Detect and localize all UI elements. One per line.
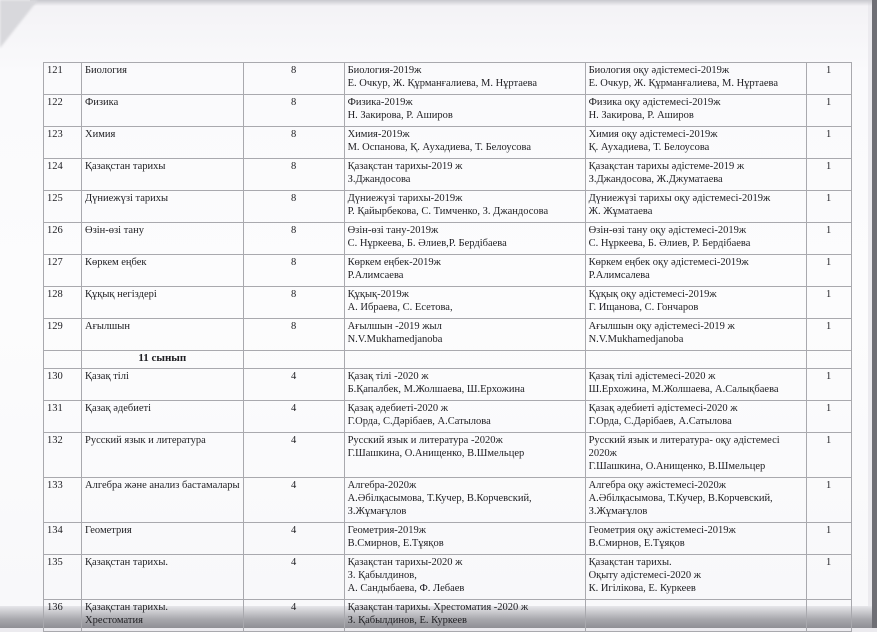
teacher-guide-cell-line: К. Игілікова, Е. Куркеев bbox=[588, 583, 696, 594]
teacher-guide-cell bbox=[585, 287, 806, 319]
row-number: 123 bbox=[44, 127, 82, 159]
row-number: 129 bbox=[44, 319, 82, 351]
section-row bbox=[44, 351, 852, 369]
grade-cell: 8 bbox=[243, 95, 344, 127]
empty-cell bbox=[585, 351, 806, 369]
textbook-cell-line: Е. Очкур, Ж. Құрманғалиева, М. Нұртаева bbox=[347, 78, 538, 89]
textbook-cell bbox=[344, 555, 585, 600]
quantity-cell: 1 bbox=[806, 255, 851, 287]
subject-cell-line: Биология bbox=[85, 65, 128, 76]
subject-cell bbox=[82, 95, 244, 127]
grade-cell: 4 bbox=[243, 523, 344, 555]
subject-cell bbox=[82, 63, 244, 95]
textbook-cell-line: Қазақстан тарихы. Хрестоматия -2020 ж bbox=[347, 602, 529, 613]
scan-top-shadow bbox=[30, 0, 877, 6]
teacher-guide-cell bbox=[585, 555, 806, 600]
table-row bbox=[44, 319, 852, 351]
table-row bbox=[44, 433, 852, 478]
teacher-guide-cell bbox=[585, 159, 806, 191]
table-row bbox=[44, 523, 852, 555]
subject-cell bbox=[82, 127, 244, 159]
textbook-cell-line: Алгебра-2020ж bbox=[347, 480, 417, 491]
quantity-cell: 1 bbox=[806, 555, 851, 600]
subject-cell bbox=[82, 255, 244, 287]
row-number: 124 bbox=[44, 159, 82, 191]
teacher-guide-cell-line: З.Джандосова, Ж.Джуматаева bbox=[588, 174, 723, 185]
teacher-guide-cell-line: Г.Орда, С.Дәрібаев, А.Сатылова bbox=[588, 416, 732, 427]
subject-cell bbox=[82, 600, 244, 632]
table-row bbox=[44, 401, 852, 433]
textbook-cell-line: Өзін-өзі тану-2019ж bbox=[347, 225, 439, 236]
scan-right-edge bbox=[872, 0, 877, 628]
teacher-guide-cell-line: N.V.Mukhamedjanoba bbox=[588, 334, 684, 345]
table-row bbox=[44, 223, 852, 255]
subject-cell-line: Қазақстан тарихы. bbox=[85, 557, 169, 568]
textbook-cell-line: Химия-2019ж bbox=[347, 129, 410, 140]
textbook-cell bbox=[344, 478, 585, 523]
teacher-guide-cell-line: Н. Закирова, Р. Аширов bbox=[588, 110, 694, 121]
teacher-guide-cell-line: В.Смирнов, Е.Тұяқов bbox=[588, 538, 685, 549]
textbook-cell bbox=[344, 523, 585, 555]
teacher-guide-cell bbox=[585, 523, 806, 555]
empty-cell bbox=[44, 351, 82, 369]
row-number: 128 bbox=[44, 287, 82, 319]
textbook-cell-line: Ағылшын -2019 жыл bbox=[347, 321, 442, 332]
textbook-cell bbox=[344, 255, 585, 287]
quantity-cell: 1 bbox=[806, 287, 851, 319]
table-row bbox=[44, 63, 852, 95]
row-number: 135 bbox=[44, 555, 82, 600]
textbook-cell bbox=[344, 223, 585, 255]
row-number: 126 bbox=[44, 223, 82, 255]
quantity-cell: 1 bbox=[806, 63, 851, 95]
table-row bbox=[44, 127, 852, 159]
grade-cell: 4 bbox=[243, 600, 344, 632]
teacher-guide-cell bbox=[585, 401, 806, 433]
textbook-cell-line: А. Ибраева, С. Есетова, bbox=[347, 302, 453, 313]
grade-cell: 4 bbox=[243, 401, 344, 433]
teacher-guide-cell bbox=[585, 600, 806, 632]
textbook-cell-line: Құқық-2019ж bbox=[347, 289, 409, 300]
grade-cell: 8 bbox=[243, 287, 344, 319]
textbook-cell-line: Дүниежүзі тарихы-2019ж bbox=[347, 193, 463, 204]
subject-cell-line: Қазақ тілі bbox=[85, 371, 129, 382]
table-row bbox=[44, 159, 852, 191]
textbook-cell-line: Көркем еңбек-2019ж bbox=[347, 257, 441, 268]
teacher-guide-cell bbox=[585, 369, 806, 401]
teacher-guide-cell-line: Биология оқу әдістемесі-2019ж bbox=[588, 65, 730, 76]
teacher-guide-cell-line: Г. Ищанова, С. Гончаров bbox=[588, 302, 699, 313]
subject-cell bbox=[82, 159, 244, 191]
table-row bbox=[44, 555, 852, 600]
empty-cell bbox=[806, 351, 851, 369]
teacher-guide-cell-line: Қ. Аухадиева, Т. Белоусова bbox=[588, 142, 710, 153]
textbook-cell bbox=[344, 191, 585, 223]
teacher-guide-cell bbox=[585, 191, 806, 223]
subject-cell-line: Өзін-өзі тану bbox=[85, 225, 144, 236]
textbook-cell-line: Н. Закирова, Р. Аширов bbox=[347, 110, 453, 121]
subject-cell bbox=[82, 191, 244, 223]
teacher-guide-cell-line: Көркем еңбек оқу әдістемесі-2019ж bbox=[588, 257, 749, 268]
textbook-cell bbox=[344, 63, 585, 95]
subject-cell-line: Қазақстан тарихы bbox=[85, 161, 166, 172]
teacher-guide-cell-line: Е. Очкур, Ж. Құрманғалиева, М. Нұртаева bbox=[588, 78, 779, 89]
row-number: 121 bbox=[44, 63, 82, 95]
quantity-cell: 1 bbox=[806, 401, 851, 433]
textbook-cell-line: Қазақ тілі -2020 ж bbox=[347, 371, 429, 382]
textbook-cell-line: М. Оспанова, Қ. Аухадиева, Т. Белоусова bbox=[347, 142, 532, 153]
subject-cell-line: Алгебра және анализ бастамалары bbox=[85, 480, 240, 491]
textbook-cell-line: Г.Орда, С.Дәрібаев, А.Сатылова bbox=[347, 416, 491, 427]
textbook-cell-line: Қазақстан тарихы-2020 ж bbox=[347, 557, 463, 568]
textbook-cell bbox=[344, 95, 585, 127]
subject-cell-line: Құқық негіздері bbox=[85, 289, 157, 300]
textbook-cell-line: Биология-2019ж bbox=[347, 65, 422, 76]
row-number: 127 bbox=[44, 255, 82, 287]
row-number: 130 bbox=[44, 369, 82, 401]
textbook-table-body bbox=[44, 63, 852, 632]
textbook-cell-line: Физика-2019ж bbox=[347, 97, 413, 108]
textbook-cell-line: Геометрия-2019ж bbox=[347, 525, 427, 536]
row-number: 125 bbox=[44, 191, 82, 223]
teacher-guide-cell-line: С. Нұркеева, Б. Әлиев, Р. Бердібаева bbox=[588, 238, 751, 249]
quantity-cell: 1 bbox=[806, 191, 851, 223]
section-title: 11 сынып bbox=[82, 351, 244, 369]
grade-cell: 8 bbox=[243, 223, 344, 255]
grade-cell: 8 bbox=[243, 191, 344, 223]
teacher-guide-cell-line: 2020ж bbox=[588, 448, 617, 459]
teacher-guide-cell-line: Геометрия оқу әжістемесі-2019ж bbox=[588, 525, 736, 536]
empty-cell bbox=[344, 351, 585, 369]
teacher-guide-cell-line: Ж. Жұматаева bbox=[588, 206, 653, 217]
textbook-cell-line: С. Нұркеева, Б. Әлиев,Р. Бердібаева bbox=[347, 238, 507, 249]
grade-cell: 8 bbox=[243, 127, 344, 159]
teacher-guide-cell-line: Өзін-өзі тану оқу әдістемесі-2019ж bbox=[588, 225, 747, 236]
table-row bbox=[44, 369, 852, 401]
textbook-cell bbox=[344, 369, 585, 401]
quantity-cell: 1 bbox=[806, 523, 851, 555]
quantity-cell: 1 bbox=[806, 433, 851, 478]
subject-cell bbox=[82, 319, 244, 351]
teacher-guide-cell bbox=[585, 433, 806, 478]
textbook-cell-line: А.Әбілқасымова, Т.Кучер, В.Корчевский, bbox=[347, 493, 532, 504]
page-corner-curl bbox=[0, 0, 38, 48]
subject-cell bbox=[82, 523, 244, 555]
teacher-guide-cell-line: А.Әбілқасымова, Т.Кучер, В.Корчевский, bbox=[588, 493, 773, 504]
teacher-guide-cell-line: Дүниежүзі тарихы оқу әдістемесі-2019ж bbox=[588, 193, 771, 204]
teacher-guide-cell-line: Алгебра оқу әжістемесі-2020ж bbox=[588, 480, 726, 491]
teacher-guide-cell-line: Русский язык и литература- оқу әдістемесі bbox=[588, 435, 780, 446]
textbook-cell-line: Қазақ әдебиеті-2020 ж bbox=[347, 403, 448, 414]
teacher-guide-cell bbox=[585, 255, 806, 287]
teacher-guide-cell bbox=[585, 478, 806, 523]
teacher-guide-cell bbox=[585, 95, 806, 127]
subject-cell-line: Көркем еңбек bbox=[85, 257, 147, 268]
textbook-cell-line: З.Жұмағұлов bbox=[347, 506, 407, 517]
subject-cell bbox=[82, 401, 244, 433]
subject-cell-line: Ағылшын bbox=[85, 321, 130, 332]
grade-cell: 4 bbox=[243, 478, 344, 523]
teacher-guide-cell-line: Қазақ әдебиеті әдістемесі-2020 ж bbox=[588, 403, 738, 414]
subject-cell-line: Қазақстан тарихы. bbox=[85, 602, 169, 613]
grade-cell: 8 bbox=[243, 319, 344, 351]
textbook-cell-line: N.V.Mukhamedjanoba bbox=[347, 334, 443, 345]
teacher-guide-cell-line: Ағылшын оқу әдістемесі-2019 ж bbox=[588, 321, 735, 332]
table-row bbox=[44, 478, 852, 523]
grade-cell: 8 bbox=[243, 159, 344, 191]
row-number: 122 bbox=[44, 95, 82, 127]
grade-cell: 4 bbox=[243, 555, 344, 600]
textbook-cell-line: Б.Қапалбек, М.Жолшаева, Ш.Ерхожина bbox=[347, 384, 525, 395]
textbook-cell bbox=[344, 600, 585, 632]
teacher-guide-cell-line: Г.Шашкина, О.Анищенко, В.Шмельцер bbox=[588, 461, 766, 472]
textbook-cell-line: З. Қабылдинов, Е. Куркеев bbox=[347, 615, 467, 626]
textbook-cell-line: Р.Алимсаева bbox=[347, 270, 404, 281]
table-row bbox=[44, 95, 852, 127]
table-row bbox=[44, 191, 852, 223]
quantity-cell: 1 bbox=[806, 369, 851, 401]
grade-cell: 8 bbox=[243, 255, 344, 287]
quantity-cell: 1 bbox=[806, 95, 851, 127]
table-row bbox=[44, 255, 852, 287]
subject-cell-line: Қазақ әдебиеті bbox=[85, 403, 151, 414]
subject-cell-line: Дүниежүзі тарихы bbox=[85, 193, 169, 204]
teacher-guide-cell-line: Қазақстан тарихы. bbox=[588, 557, 672, 568]
grade-cell: 8 bbox=[243, 63, 344, 95]
textbook-cell-line: Русский язык и литература -2020ж bbox=[347, 435, 503, 446]
textbook-cell-line: Р. Қайырбекова, С. Тимченко, З. Джандосова bbox=[347, 206, 549, 217]
teacher-guide-cell bbox=[585, 63, 806, 95]
subject-cell-line: Хрестоматия bbox=[85, 615, 143, 626]
textbook-cell-line: З. Қабылдинов, bbox=[347, 570, 417, 581]
textbook-cell bbox=[344, 287, 585, 319]
textbook-table bbox=[43, 62, 852, 632]
subject-cell-line: Геометрия bbox=[85, 525, 132, 536]
textbook-cell bbox=[344, 401, 585, 433]
subject-cell bbox=[82, 478, 244, 523]
teacher-guide-cell-line: Ш.Ерхожина, М.Жолшаева, А.Салықбаева bbox=[588, 384, 779, 395]
grade-cell: 4 bbox=[243, 369, 344, 401]
teacher-guide-cell-line: Қазақ тілі әдістемесі-2020 ж bbox=[588, 371, 716, 382]
teacher-guide-cell bbox=[585, 223, 806, 255]
grade-cell: 4 bbox=[243, 433, 344, 478]
teacher-guide-cell bbox=[585, 319, 806, 351]
teacher-guide-cell-line: Р.Алимсалева bbox=[588, 270, 650, 281]
subject-cell-line: Русский язык и литература bbox=[85, 435, 206, 446]
row-number: 132 bbox=[44, 433, 82, 478]
textbook-cell bbox=[344, 159, 585, 191]
textbook-cell bbox=[344, 319, 585, 351]
textbook-cell-line: А. Сандыбаева, Ф. Лебаев bbox=[347, 583, 465, 594]
teacher-guide-cell-line: Құқық оқу әдістемесі-2019ж bbox=[588, 289, 717, 300]
subject-cell bbox=[82, 223, 244, 255]
teacher-guide-cell-line: Оқыту әдістемесі-2020 ж bbox=[588, 570, 702, 581]
textbook-cell-line: В.Смирнов, Е.Тұяқов bbox=[347, 538, 444, 549]
table-row bbox=[44, 600, 852, 632]
subject-cell bbox=[82, 287, 244, 319]
row-number: 134 bbox=[44, 523, 82, 555]
quantity-cell: 1 bbox=[806, 127, 851, 159]
textbook-cell-line: Г.Шашкина, О.Анищенко, В.Шмельцер bbox=[347, 448, 525, 459]
row-number: 131 bbox=[44, 401, 82, 433]
textbook-cell bbox=[344, 433, 585, 478]
subject-cell-line: Химия bbox=[85, 129, 116, 140]
quantity-cell: 1 bbox=[806, 159, 851, 191]
subject-cell bbox=[82, 369, 244, 401]
teacher-guide-cell bbox=[585, 127, 806, 159]
subject-cell bbox=[82, 433, 244, 478]
quantity-cell: 1 bbox=[806, 478, 851, 523]
quantity-cell: 1 bbox=[806, 223, 851, 255]
teacher-guide-cell-line: З.Жұмағұлов bbox=[588, 506, 648, 517]
textbook-cell-line: З.Джандосова bbox=[347, 174, 411, 185]
row-number: 136 bbox=[44, 600, 82, 632]
teacher-guide-cell-line: Физика оқу әдістемесі-2019ж bbox=[588, 97, 721, 108]
subject-cell-line: Физика bbox=[85, 97, 119, 108]
teacher-guide-cell-line: Қазақстан тарихы әдістеме-2019 ж bbox=[588, 161, 745, 172]
quantity-cell bbox=[806, 600, 851, 632]
textbook-cell-line: Қазақстан тарихы-2019 ж bbox=[347, 161, 463, 172]
empty-cell bbox=[243, 351, 344, 369]
subject-cell bbox=[82, 555, 244, 600]
quantity-cell: 1 bbox=[806, 319, 851, 351]
row-number: 133 bbox=[44, 478, 82, 523]
textbook-cell bbox=[344, 127, 585, 159]
teacher-guide-cell-line: Химия оқу әдістемесі-2019ж bbox=[588, 129, 718, 140]
table-row bbox=[44, 287, 852, 319]
